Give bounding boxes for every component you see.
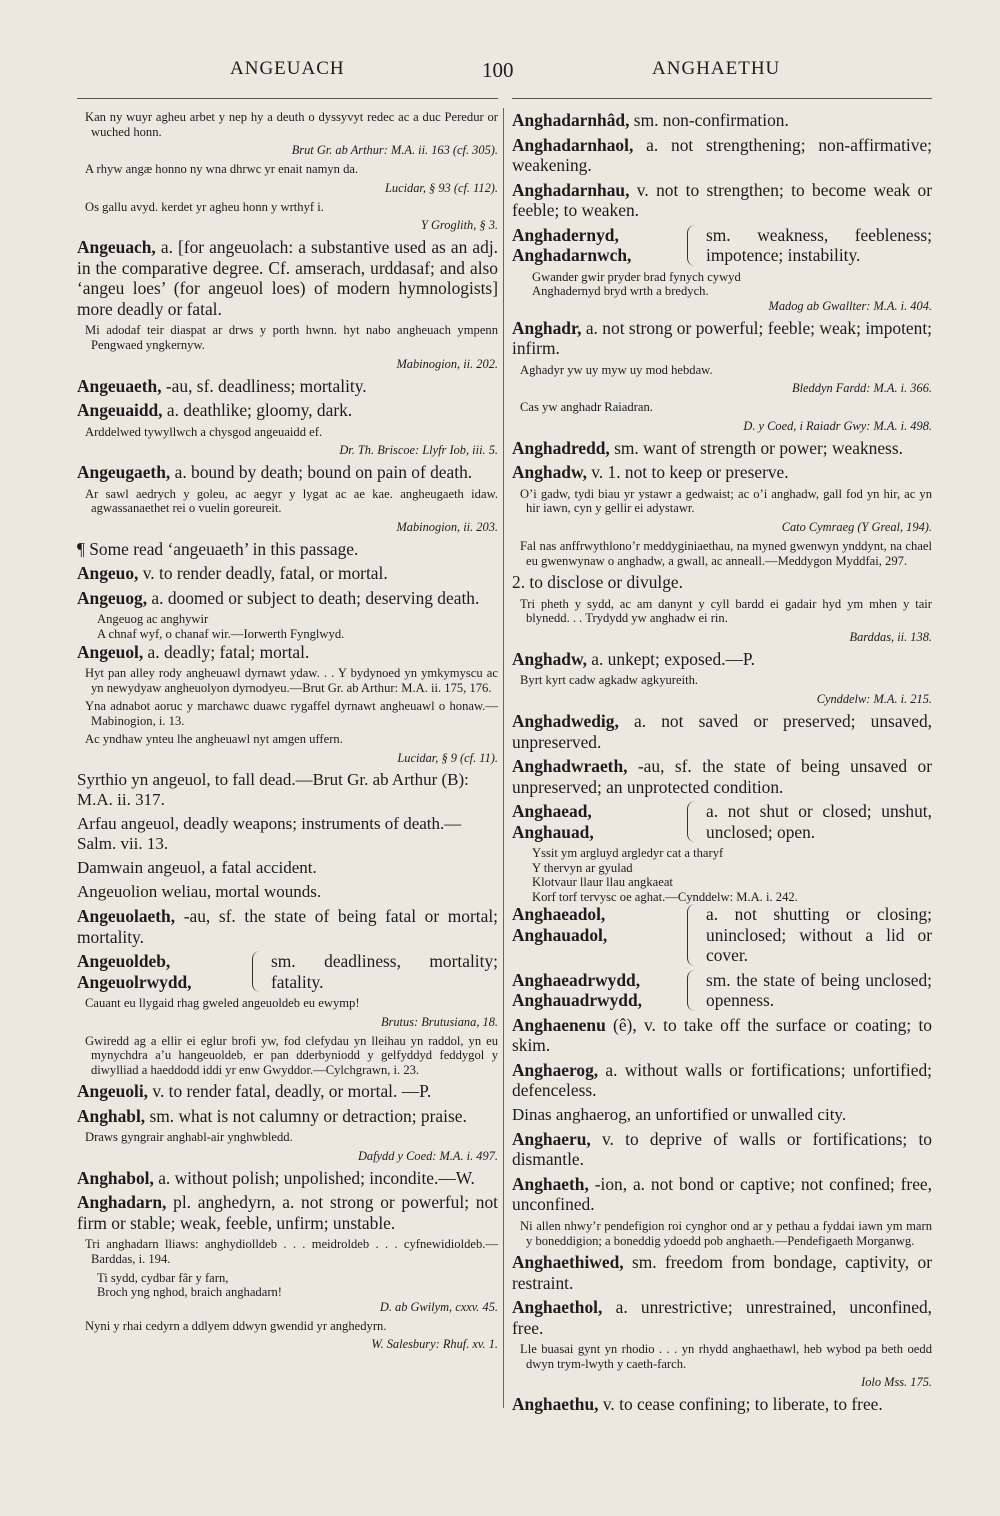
headword: Anghauad, xyxy=(512,821,594,842)
subentry: Angeuolion weliau, mortal wounds. xyxy=(77,882,322,901)
dictionary-entry xyxy=(512,711,932,752)
dictionary-entry-pair xyxy=(512,801,932,842)
headword: Anghadwedig, xyxy=(512,711,619,732)
dictionary-entry xyxy=(77,539,498,560)
dictionary-entry xyxy=(77,462,498,483)
definition: sm. what is not calumny or detraction; praise. xyxy=(145,1105,467,1126)
dictionary-entry xyxy=(512,1129,932,1170)
quotation: Draws gyngrair anghabl-air ynghwbledd. xyxy=(85,1130,293,1145)
page-number: 100 xyxy=(482,58,514,82)
definition: sm. weakness, feebleness; impotence; instability. xyxy=(706,224,932,265)
definition: -au, sf. the state of being unsaved or unpreserved; an unprotected condition. xyxy=(512,756,932,797)
dictionary-entry-pair xyxy=(77,951,498,992)
headword: Anghaerog, xyxy=(512,1059,599,1080)
headword: Anghabol, xyxy=(77,1167,154,1188)
citation: Y Groglith, § 3. xyxy=(421,218,498,233)
definition: sm. non-confirmation. xyxy=(629,110,789,130)
definition: a. not saved or preserved; unsaved, unpreserved. xyxy=(512,711,932,752)
headword-pair xyxy=(512,970,687,1011)
citation: Mabinogion, ii. 203. xyxy=(396,519,498,534)
headword: Angeuoldeb, xyxy=(77,951,171,971)
dictionary-entry-pair xyxy=(512,970,932,1011)
column-divider xyxy=(503,108,504,1408)
citation: W. Salesbury: Rhuf. xv. 1. xyxy=(371,1337,498,1352)
headword: Anghaeadrwydd, xyxy=(512,969,641,990)
subentry: Dinas anghaerog, an unfortified or unwalled city. xyxy=(512,1104,847,1124)
dictionary-entry xyxy=(77,400,498,421)
definition: -au, sf. the state of being fatal or mortal; mortality. xyxy=(77,906,498,947)
headword: Angeuolrwydd, xyxy=(77,971,192,992)
citation: Iolo Mss. 175. xyxy=(861,1375,932,1390)
dictionary-entry xyxy=(512,180,932,221)
headword: Anghaeth, xyxy=(512,1173,589,1194)
citation: Brut Gr. ab Arthur: M.A. ii. 163 (cf. 305). xyxy=(291,143,498,158)
headword: Angeuol, xyxy=(77,641,144,662)
definition: v. not to strengthen; to become weak or feeble; to weaken. xyxy=(512,179,932,220)
definition: a. bound by death; bound on pain of death. xyxy=(170,462,473,483)
headword: Anghadarnhau, xyxy=(512,179,630,200)
quotation: Fal nas anffrwythlono’r meddyginiaethau, na myned gwenwyn ynddynt, na chael eu gwenwynaw o anghadw, a gwall, ac anneall.—Meddygon Myddfai, 297. xyxy=(520,539,932,568)
headword: Anghaethu, xyxy=(512,1394,599,1415)
definition: a. doomed or subject to death; deserving death. xyxy=(147,587,480,608)
verse-line: Anghadernyd bryd wrth a bredych. xyxy=(532,284,709,299)
definition: -au, sf. deadliness; mortality. xyxy=(161,375,367,396)
quotation: Arddelwed tywyllwch a chysgod angeuaidd ef. xyxy=(85,424,323,439)
brace-mark xyxy=(687,970,702,1011)
headword: Anghaenenu xyxy=(512,1014,606,1035)
quotation: Nyni y rhai cedyrn a ddlyem ddwyn gwendid yr anghedyrn. xyxy=(85,1318,387,1333)
quotation: Cauant eu llygaid rhag gweled angeuoldeb eu ewymp! xyxy=(85,996,360,1010)
headword: Angeuo, xyxy=(77,563,139,584)
dictionary-entry xyxy=(512,462,932,483)
headword: Angeuach, xyxy=(77,237,156,258)
brace-mark xyxy=(252,951,267,992)
definition: a. without polish; unpolished; incondite.—W. xyxy=(153,1167,475,1188)
citation: D. ab Gwilym, cxxv. 45. xyxy=(379,1299,498,1314)
quotation: Cas yw anghadr Raiadran. xyxy=(520,400,653,415)
quotation: Byrt kyrt cadw agkadw agkyureith. xyxy=(520,673,699,688)
quotation: Aghadyr yw uy myw uy mod hebdaw. xyxy=(520,362,713,377)
definition: a. deathlike; gloomy, dark. xyxy=(162,400,353,421)
quotation: Mi adodaf teir diaspat ar drws y porth hwnn. hyt nabo angheuach ympenn Pengwaed yngkernyw. xyxy=(85,323,498,352)
dictionary-entry-pair xyxy=(512,904,932,966)
citation: Madog ab Gwallter: M.A. i. 404. xyxy=(768,298,932,313)
dictionary-entry xyxy=(77,588,498,609)
headword: Anghadarnhaol, xyxy=(512,134,634,155)
definition: (ê), v. to take off the surface or coating; to skim. xyxy=(512,1014,932,1056)
headword: Anghadernyd, xyxy=(512,224,619,245)
headword: Angeuolaeth, xyxy=(77,906,176,926)
definition: a. not strong or powerful; feeble; weak; impotent; infirm. xyxy=(512,317,932,359)
citation: Lucidar, § 93 (cf. 112). xyxy=(385,180,498,195)
right-column xyxy=(512,110,932,1419)
headword: Anghaethol, xyxy=(512,1297,603,1318)
definition: -ion, a. not bond or captive; not confined; free, unconfined. xyxy=(512,1173,932,1215)
citation: Mabinogion, ii. 202. xyxy=(396,356,498,371)
dictionary-entry xyxy=(512,1060,932,1101)
quotation: Os gallu avyd. kerdet yr agheu honn y wrthyf i. xyxy=(85,199,324,214)
definition: ¶ Some read ‘angeuaeth’ in this passage. xyxy=(77,538,359,559)
dictionary-entry xyxy=(512,1015,932,1056)
definition: a. not strengthening; non-affirmative; weakening. xyxy=(512,134,932,175)
dictionary-entry xyxy=(512,318,932,359)
citation: Lucidar, § 9 (cf. 11). xyxy=(397,751,498,765)
verse-line: Ti sydd, cydbar fâr y farn, xyxy=(97,1270,229,1285)
subentry: Damwain angeuol, a fatal accident. xyxy=(77,858,317,877)
headword: Angeugaeth, xyxy=(77,462,171,483)
dictionary-entry xyxy=(512,649,932,670)
headword: Anghadr, xyxy=(512,317,582,338)
quotation: Hyt pan alley rody angheuawl dyrnawt ydaw. . . Y bydynoed yn ymkymyscu ac yn newydyaw angheuolyon dyrnodyeu.—Brut Gr. ab Arthur: M.A. ii. 175, 176. xyxy=(85,666,498,695)
quotation: Tri anghadarn lliaws: anghydiolldeb . . . meidroldeb . . . cyfnewidioldeb.—Barddas, i. 194. xyxy=(85,1237,498,1267)
dictionary-entry xyxy=(512,572,932,593)
headword-pair xyxy=(512,904,687,966)
dictionary-entry xyxy=(77,1168,498,1189)
definition: a. not shutting or closing; uninclosed; without a lid or cover. xyxy=(706,904,932,966)
headword: Angeuog, xyxy=(77,587,148,608)
citation: Brutus: Brutusiana, 18. xyxy=(380,1014,498,1029)
headword: Anghaeru, xyxy=(512,1128,591,1149)
brace-mark xyxy=(687,225,702,266)
dictionary-entry xyxy=(512,1394,932,1415)
citation: Bleddyn Fardd: M.A. i. 366. xyxy=(792,381,932,396)
quotation: Kan ny wuyr agheu arbet y nep hy a deuth o dyssyvyt redec ac a duc Peredur or wuched honn. xyxy=(85,110,498,139)
quotation: Tri pheth y sydd, ac am danynt y cyll bardd ei gadair hyd ym mhen y tair blynedd. . . Trydydd yw anghadw ei rin. xyxy=(520,596,932,626)
verse-line: Gwander gwir pryder brad fynych cywyd xyxy=(532,269,741,284)
dictionary-entry xyxy=(77,906,498,947)
verse-line: A chnaf wyf, o chanaf wir.—Iorwerth Fynglwyd. xyxy=(97,626,345,641)
headword: Angeuaeth, xyxy=(77,375,162,396)
definition: a. [for angeuolach: a substantive used as an adj. in the comparative degree. Cf. amserach, urddasaf; and also ‘angeu loes’ (for angeuol loes) of modern hymnologists] more deadly or fatal. xyxy=(77,237,498,319)
definition: sm. the state of being unclosed; openness. xyxy=(706,969,932,1011)
left-column xyxy=(77,110,498,1356)
quotation: Lle buasai gynt yn rhodio . . . yn rhydd anghaethawl, heb wybod pa beth oedd dwyn trym-lwyth y caeth-farch. xyxy=(520,1342,932,1371)
citation: D. y Coed, i Raiadr Gwy: M.A. i. 498. xyxy=(743,418,932,433)
dictionary-entry xyxy=(77,376,498,397)
dictionary-entry xyxy=(512,135,932,176)
citation: Cato Cymraeg (Y Greal, 194). xyxy=(781,520,932,535)
dictionary-entry xyxy=(77,642,498,663)
quotation: Gwiredd ag a ellir ei eglur brofi yw, fod clefydau yn lleihau yn raddol, yn eu mynychdra a’u hangeuoldeb, er pan dderbyniodd y gelfyddyd feddygol y diwylliad a haeddodd iddi yr enw Gwyddor.—Cylchgrawn, i. 23. xyxy=(85,1033,498,1077)
dictionary-entry xyxy=(77,1192,498,1233)
definition: a. unrestrictive; unrestrained, unconfined, free. xyxy=(512,1297,932,1338)
headword: Anghadarn, xyxy=(77,1192,167,1213)
verse-line: Broch yng nghod, braich anghadarn! xyxy=(97,1285,283,1300)
quotation: O’i gadw, tydi biau yr ystawr a gedwaist; ac o’i anghadw, gall fod yn hir, ac yn hir iawn, cyn y gellir ei adystawr. xyxy=(520,486,932,516)
dictionary-entry xyxy=(512,756,932,797)
definition: a. without walls or fortifications; unfortified; defenceless. xyxy=(512,1059,932,1101)
definition: a. deadly; fatal; mortal. xyxy=(143,641,310,662)
header-rule-left xyxy=(77,98,498,99)
headword: Anghaethiwed, xyxy=(512,1252,624,1273)
citation: Dr. Th. Briscoe: Llyfr Iob, iii. 5. xyxy=(339,443,498,458)
quotation: Ni allen nhwy’r pendefigion roi cynghor ond ar y pethau a fyddai iawn ym marn y boneddigion; a boneddig ydoedd pob anghaeth.—Pendefigaeth Morganwg. xyxy=(520,1218,932,1248)
headword: Anghadarnhâd, xyxy=(512,110,630,130)
subentry: Syrthio yn angeuol, to fall dead.—Brut Gr. ab Arthur (B): M.A. ii. 317. xyxy=(77,770,469,809)
definition: sm. deadliness, mortality; fatality. xyxy=(271,951,498,992)
definition: v. to deprive of walls or fortifications; to dismantle. xyxy=(512,1128,932,1170)
definition: pl. anghedyrn, a. not strong or powerful; not firm or stable; weak, feeble, unfirm; unstable. xyxy=(77,1192,498,1233)
citation: Barddas, ii. 138. xyxy=(849,629,932,644)
headword-pair xyxy=(77,951,252,992)
definition: 2. to disclose or divulge. xyxy=(512,572,683,593)
verse-line: Y thervyn ar gyulad xyxy=(532,860,633,875)
verse-line: Klotvaur llaur llau angkaeat xyxy=(532,875,673,890)
subentry: Arfau angeuol, deadly weapons; instruments of death.—Salm. vii. 13. xyxy=(77,814,462,853)
dictionary-entry xyxy=(512,1174,932,1215)
citation: Cynddelw: M.A. i. 215. xyxy=(816,692,932,707)
verse-line: Angeuog ac anghywir xyxy=(97,612,209,627)
dictionary-entry xyxy=(77,1081,498,1102)
headword: Anghadw, xyxy=(512,648,587,669)
dictionary-entry xyxy=(77,237,498,319)
headword: Anghadwraeth, xyxy=(512,756,628,777)
headword: Anghaeadol, xyxy=(512,904,606,925)
dictionary-entry xyxy=(512,1252,932,1293)
quotation: Ar sawl aedrych y goleu, ac aegyr y lygat ac ae kae. angheugaeth idaw. agwassanaethet rei o vuelin goreureit. xyxy=(85,486,498,516)
dictionary-entry xyxy=(512,1297,932,1338)
running-head-left: ANGEUACH xyxy=(230,58,345,79)
headword: Anghabl, xyxy=(77,1105,146,1126)
dictionary-entry xyxy=(77,1106,498,1127)
headword: Anghadarnwch, xyxy=(512,245,632,265)
header-rule-right xyxy=(512,98,932,99)
definition: sm. freedom from bondage, captivity, or restraint. xyxy=(512,1252,932,1293)
definition: v. 1. not to keep or preserve. xyxy=(586,462,789,483)
dictionary-entry xyxy=(512,438,932,459)
headword: Anghauadol, xyxy=(512,924,608,945)
verse-line: Korf torf tervysc oe aghat.—Cynddelw: M.A. i. 242. xyxy=(532,889,798,904)
headword: Angeuoli, xyxy=(77,1081,149,1102)
dictionary-entry xyxy=(77,563,498,584)
definition: v. to render fatal, deadly, or mortal. —P. xyxy=(148,1081,432,1102)
headword: Anghadredd, xyxy=(512,437,610,458)
quotation: A rhyw angæ honno ny wna dhrwc yr enait namyn da. xyxy=(85,162,359,177)
brace-mark xyxy=(687,904,702,966)
quotation: Yna adnabot aoruc y marchawc duawc rygaffel dyrnawt angheuawl o honaw.—Mabinogion, i. 13. xyxy=(85,699,498,728)
citation: Dafydd y Coed: M.A. i. 497. xyxy=(357,1148,498,1163)
headword-pair xyxy=(512,225,687,266)
headword: Anghaead, xyxy=(512,801,592,822)
headword-pair xyxy=(512,801,687,842)
definition: sm. want of strength or power; weakness. xyxy=(609,437,903,458)
dictionary-entry-pair xyxy=(512,225,932,266)
running-head-right: ANGHAETHU xyxy=(652,58,781,79)
definition: a. not shut or closed; unshut, unclosed; open. xyxy=(706,801,932,842)
headword: Angeuaidd, xyxy=(77,400,163,421)
verse-line: Yssit ym argluyd argledyr cat a tharyf xyxy=(532,846,724,861)
headword: Anghadw, xyxy=(512,462,587,483)
definition: a. unkept; exposed.—P. xyxy=(586,648,756,669)
definition: v. to cease confining; to liberate, to free. xyxy=(598,1394,883,1415)
definition: v. to render deadly, fatal, or mortal. xyxy=(138,563,388,584)
dictionary-entry xyxy=(512,110,932,131)
brace-mark xyxy=(687,801,702,842)
headword: Anghauadrwydd, xyxy=(512,990,642,1011)
quotation: Ac yndhaw ynteu lhe angheuawl nyt amgen uffern. xyxy=(85,732,343,747)
